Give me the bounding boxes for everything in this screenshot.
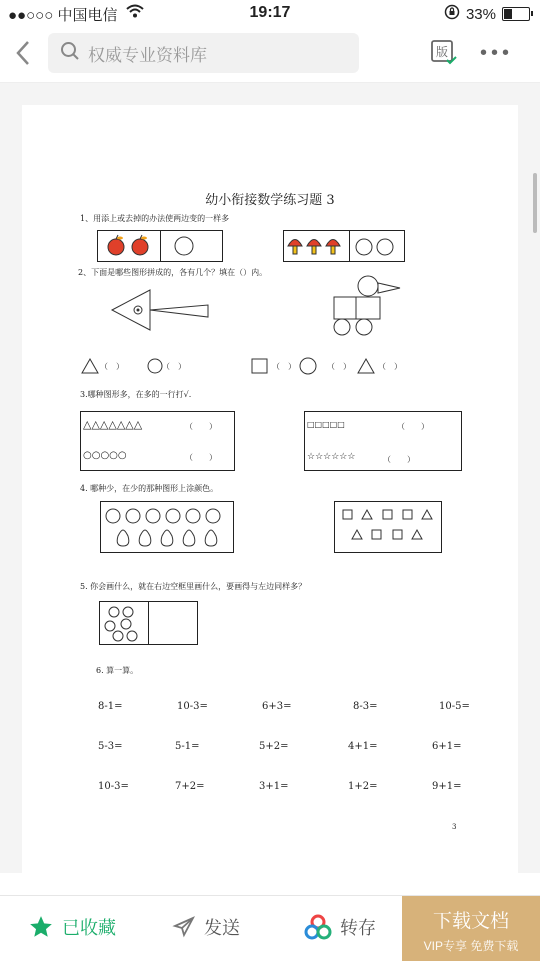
- favorite-button[interactable]: [28, 914, 116, 940]
- q2-paren: （ ）: [327, 362, 351, 371]
- q3-right-box: [304, 411, 462, 471]
- q2-left-shapes: [80, 357, 170, 375]
- clock: 19:17: [249, 4, 291, 21]
- question-2: 2、下面是哪些图形拼成的，各有几个？填在（）内。: [78, 268, 268, 277]
- page-number: 3: [452, 823, 457, 831]
- q1-right-box: [283, 230, 405, 262]
- square-triangle-icon: [335, 502, 441, 552]
- star-row: ☆☆☆☆☆☆: [307, 452, 356, 462]
- q2-fish-figure: [110, 285, 220, 335]
- document-page: [22, 105, 518, 873]
- calc-item: 6+1=: [432, 741, 462, 752]
- save-button[interactable]: [304, 914, 376, 940]
- back-button[interactable]: [12, 38, 36, 68]
- send-label: 发送: [204, 918, 240, 938]
- q1-left-box: [97, 230, 223, 262]
- download-button[interactable]: [402, 896, 540, 961]
- circle-icon: [172, 231, 212, 261]
- answer-paren: （ ）: [185, 453, 217, 462]
- vip-label: VIP专享 免费下载: [423, 939, 519, 953]
- svg-text:版: 版: [435, 45, 449, 59]
- calc-item: 5-1=: [175, 741, 200, 752]
- save-label: 转存: [340, 918, 376, 938]
- share-save-icon: [304, 914, 332, 940]
- square-row: □□□□□: [307, 420, 345, 429]
- calc-item: 10-5=: [439, 701, 470, 712]
- more-icon[interactable]: •••: [480, 42, 514, 64]
- q2-car-figure: [330, 273, 410, 343]
- apples-icon: [100, 602, 148, 644]
- question-4: 4. 哪种少，在少的那种图形上涂颜色。: [80, 484, 219, 493]
- calc-item: 7+2=: [175, 781, 205, 792]
- calc-item: 9+1=: [432, 781, 462, 792]
- version-icon: [430, 38, 458, 66]
- version-button[interactable]: [430, 38, 458, 66]
- carrier: ●●○○○ 中国电信: [8, 7, 118, 24]
- apple-icon: [98, 231, 160, 261]
- calc-item: 5+2=: [259, 741, 289, 752]
- q2-paren: （ ）: [378, 362, 402, 371]
- calc-item: 10-3=: [98, 781, 129, 792]
- q4-left-box: [100, 501, 234, 553]
- question-1: 1、用添上或去掉的办法使两边变的一样多: [80, 214, 230, 223]
- star-icon: [28, 914, 54, 940]
- send-button[interactable]: [172, 914, 240, 940]
- q2-paren: （ ）: [100, 362, 124, 371]
- circle-row: ○○○○○: [83, 450, 127, 461]
- status-bar: [0, 0, 540, 28]
- calc-item: 3+1=: [259, 781, 289, 792]
- question-6: 6. 算一算。: [96, 666, 139, 675]
- q2-paren: （ ）: [272, 362, 296, 371]
- bottom-bar: [0, 895, 540, 961]
- calc-item: 8-1=: [98, 701, 123, 712]
- search-placeholder: 权威专业资料库: [88, 45, 207, 65]
- question-5: 5. 你会画什么，就在右边空框里画什么，要画得与左边同样多？: [80, 582, 307, 591]
- search-box[interactable]: [48, 33, 359, 73]
- top-bar: [0, 28, 540, 83]
- answer-paren: （ ）: [185, 422, 217, 431]
- scrollbar[interactable]: [533, 173, 537, 233]
- apple-pear-icon: [101, 502, 233, 552]
- q2-paren: （ ）: [162, 362, 186, 371]
- battery-icon: [502, 7, 530, 21]
- q5-box: [99, 601, 198, 645]
- chevron-left-icon: [12, 38, 36, 68]
- download-label: 下载文档: [432, 911, 509, 932]
- calc-item: 10-3=: [177, 701, 208, 712]
- question-3: 3.哪种图形多，在多的一行打√.: [80, 390, 192, 399]
- answer-paren: （ ）: [397, 422, 429, 431]
- document-viewer[interactable]: [0, 83, 540, 873]
- send-icon: [172, 915, 196, 939]
- calc-item: 6+3=: [262, 701, 292, 712]
- answer-paren: （ ）: [383, 455, 415, 464]
- search-icon: [60, 41, 80, 66]
- circles-icon: [350, 231, 405, 261]
- calc-item: 1+2=: [348, 781, 378, 792]
- triangle-row: △△△△△△△: [83, 418, 143, 431]
- mushroom-icon: [284, 231, 349, 261]
- rotation-lock-icon: [444, 4, 460, 24]
- favorite-label: 已收藏: [62, 918, 116, 938]
- q3-left-box: [80, 411, 235, 471]
- calc-item: 5-3=: [98, 741, 123, 752]
- battery-percent: 33%: [465, 5, 496, 23]
- calc-item: 4+1=: [348, 741, 378, 752]
- q4-right-box: [334, 501, 442, 553]
- calc-item: 8-3=: [353, 701, 378, 712]
- page-title: 幼小衔接数学练习题 3: [205, 193, 335, 208]
